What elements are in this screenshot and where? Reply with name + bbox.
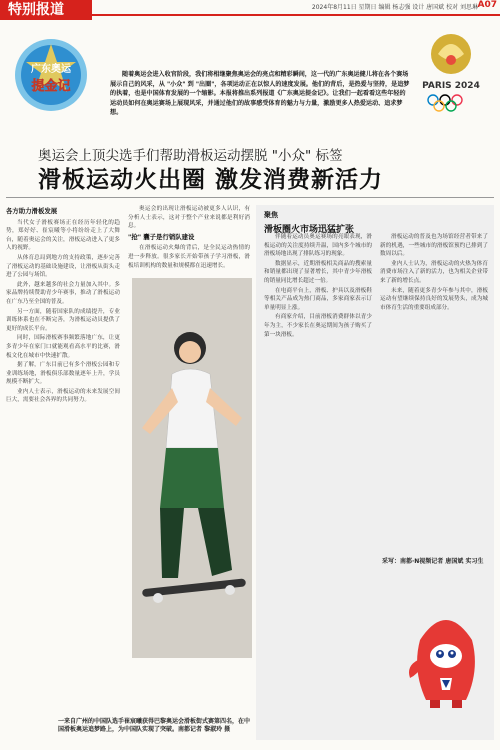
paragraph: 伴随着运动员奥运赛场的亮眼表现，滑板运动的关注度持续升温，国内多个城市的滑板场地出现了排队练习的现象。 — [264, 234, 372, 258]
paragraph: 从体育总局到地方的支持政策，逐步完善了滑板运动的基础设施建设，让滑板从街头走进了公园与场馆。 — [6, 254, 120, 279]
header-info: 2024年8月11日 星期日 编辑 杨志强 设计 唐国斌 校对 刘思琳 — [311, 4, 478, 11]
paragraph: 在电商平台上，滑板、护具以及滑板鞋等相关产品成为热门商品，多家商家表示订单量明显上涨。 — [264, 287, 372, 311]
phryge-mascot-icon — [400, 600, 492, 710]
mascot-text-line2: 提金记 — [31, 79, 71, 94]
paragraph: 业内人士表示，滑板运动的未来发展空间巨大，需要社会各界的共同努力。 — [6, 388, 120, 404]
olympic-ring-green — [446, 101, 456, 111]
paragraph: 在滑板运动火爆的背后，是全民运动热情的进一步释放。很多家长开始带孩子学习滑板，滑板培训机构的数量和规模都在迅速增长。 — [128, 245, 250, 269]
divider — [6, 197, 494, 198]
paragraph: 另一方面，随着国家队的成绩提升，专业训练体系也在不断完善，为滑板运动员提供了更好的成长平台。 — [6, 308, 120, 332]
paragraph: 滑板运动的普及也为场馆经营者带来了新的机遇，一些城市的滑板馆预约已排到了数周以后。 — [380, 234, 488, 258]
byline: 采写：南都·N视频记者 唐国斌 实习生 — [382, 558, 484, 565]
article-headline: 滑板运动火出圈 激发消费新活力 — [38, 167, 384, 193]
paragraph: 据了解，广东目前已有多个滑板公园和专业训练场地，滑板俱乐部数量逐年上升，学员规模不断扩大。 — [6, 362, 120, 386]
header-rule — [92, 14, 500, 16]
guangdong-olympic-logo — [8, 34, 94, 116]
mascot-text-line1: 广东奥运 — [31, 64, 71, 75]
paragraph: 同时，国际滑板赛事频繁落地广东，让更多青少年在家门口就能观看高水平的比赛，滑板文化在城市中快速扩散。 — [6, 335, 120, 359]
skateboarder-photo — [132, 278, 252, 658]
photo-caption: 一来自广州的中国队选手崔宸曦获得巴黎奥运会滑板街式赛第四名，在中国滑板奥运追梦路上，为中国队实现了突破。南都记者 黎淑玲 摄 — [58, 718, 251, 733]
section-tag: 特别报道 — [0, 0, 92, 20]
article-column-1 — [6, 205, 120, 406]
paragraph: 数据显示，近期滑板相关商品的搜索量和销量都出现了显著增长，其中青少年滑板的销量同比增长超过一倍。 — [264, 260, 372, 284]
box-title: 滑板圈火市场迅猛扩张 — [264, 225, 355, 235]
article-column-2 — [128, 205, 250, 271]
paragraph: 有商家介绍，目前滑板消费群体以青少年为主，不少家长在奥运期间为孩子购买了第一块滑板。 — [264, 314, 372, 338]
paragraph: 业内人士认为，滑板运动的火热为体育消费市场注入了新的活力，也为相关企业带来了新的增长点。 — [380, 260, 488, 284]
page-number: A07 — [477, 0, 497, 10]
box-column-2 — [380, 233, 488, 313]
olympic-ring-red — [452, 95, 462, 105]
olympic-ring-yellow — [434, 101, 444, 111]
paragraph: 未来，随着更多青少年参与其中，滑板运动有望继续保持良好的发展势头，成为城市体育生活的重要组成部分。 — [380, 287, 488, 311]
column-subhead: "抢" 囊子是行销队建设 — [128, 232, 195, 241]
intro-paragraph: 随着奥运会进入收官阶段，我们将相继聚焦奥运会的亮点和精彩瞬间，这一代的广东奥运健儿将在各个赛场展示自己的风采，从 "小众" 到 "出圈"，各项运动正在以惊人的速度发展。他们的背后，是热爱与坚持，是追梦的执着，也是中国体育发展的一个缩影。本报将推出系列报道《广东奥运提金记》。让我们一起看看这些年轻的运动员如何在奥运赛场上展现风采，并通过他们的故事感受体育的魅力与力量，激励更多人热爱运动、追求梦想。 — [110, 71, 410, 117]
paris-2024-logo — [410, 26, 492, 114]
paragraph: 当代女子滑板赛场正在经历年轻化的趋势，郑好好、崔宸曦等小将纷纷走上了大舞台，随着奥运会的关注，滑板运动进入了更多人的视野。 — [6, 219, 120, 252]
page-header — [0, 0, 500, 20]
box-label: 聚焦 — [264, 211, 278, 219]
olympic-ring-blue — [428, 95, 438, 105]
paragraph: 奥运会的出现让滑板运动被更多人认识，有分析人士表示，这对于整个产业来说都是利好消息。 — [128, 206, 250, 230]
column-subhead: 各方助力滑板发展 — [6, 207, 58, 215]
paragraph: 此外，越来越多的社会力量加入其中。多家品牌持续赞助青少年赛事，推动了滑板运动在广东乃至全国的普及。 — [6, 281, 120, 305]
article-kicker: 奥运会上顶尖选手们帮助滑板运动摆脱 "小众" 标签 — [38, 148, 343, 164]
box-column-1 — [264, 233, 372, 340]
olympic-ring-black — [440, 95, 450, 105]
paris-text: PARIS 2024 — [422, 81, 480, 91]
